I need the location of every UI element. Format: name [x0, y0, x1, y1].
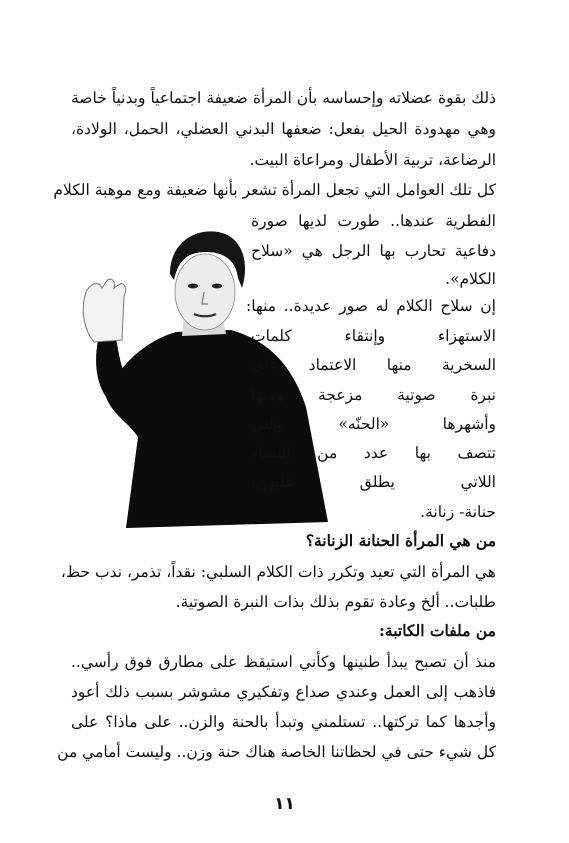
- text-line: كل تلك العوامل التي تجعل المرأة تشعر بأنها ضعيفة ومع موهبة الكلام: [53, 181, 496, 199]
- text-line: وهي مهدودة الحيل بفعل: ضعفها البدني العضلي، الحمل، الولادة،: [71, 120, 496, 138]
- text-line: هي المرأة التي تعيد وتكرر ذات الكلام السلبي: نقداً، تذمر، ندب حظ،: [60, 563, 496, 581]
- text-line: اللاتي يطلق عليهن:: [251, 473, 496, 491]
- text-line: وأجدها كما تركتها.. تستلمني وتبدأ بالحنة والزن.. على ماذا؟ على: [71, 713, 496, 731]
- text-line: وأشهرها «الحنّه» والتي: [251, 415, 496, 433]
- text-line: دفاعية تحارب بها الرجل هي «سلاح: [251, 242, 496, 260]
- text-line: طلبات.. ألخ وعادة تقوم بذلك بذات النبرة الصوتية.: [175, 593, 496, 611]
- page-number: ١١: [274, 794, 295, 814]
- text-line: الرضاعة، تربية الأطفال ومراعاة البيت.: [249, 151, 496, 169]
- text-line: الكلام».: [445, 270, 496, 288]
- section-heading: من هي المرأة الحنانة الزنانة؟: [305, 531, 496, 550]
- text-line: الفطرية عندها.. طورت لديها صورة: [251, 212, 496, 230]
- text-line: نبرة صوتية مزعجة ومنها: [251, 386, 496, 404]
- text-line: تتصف بها عدد من النساء: [251, 444, 496, 462]
- text-line: إن سلاح الكلام له صور عديدة.. منها:: [246, 297, 496, 315]
- text-line: الاستهزاء وإنتقاء كلمات: [251, 327, 496, 345]
- text-line: السخرية منها الاعتماد على: [251, 356, 496, 374]
- text-line: فاذهب إلى العمل وعندي صداع وتفكيري مشوشر بسبب ذلك أعود: [71, 683, 496, 701]
- text-line: ذلك بقوة عضلاته وإحساسه بأن المرأة ضعيفة اجتماعياً وبدنياً خاصة: [71, 89, 496, 107]
- text-line: حنانة- زنانة.: [420, 503, 496, 521]
- text-line: منذ أن تصبح يبدأ طنينها وكأني استيقظ على مطارق فوق رأسي..: [71, 653, 496, 671]
- text-line: كل شيء حتى في لحظاتنا الخاصة هناك حنة وزن.. وليست أمامي من: [57, 743, 496, 761]
- section-heading: من ملفات الكاتبة:: [379, 621, 496, 640]
